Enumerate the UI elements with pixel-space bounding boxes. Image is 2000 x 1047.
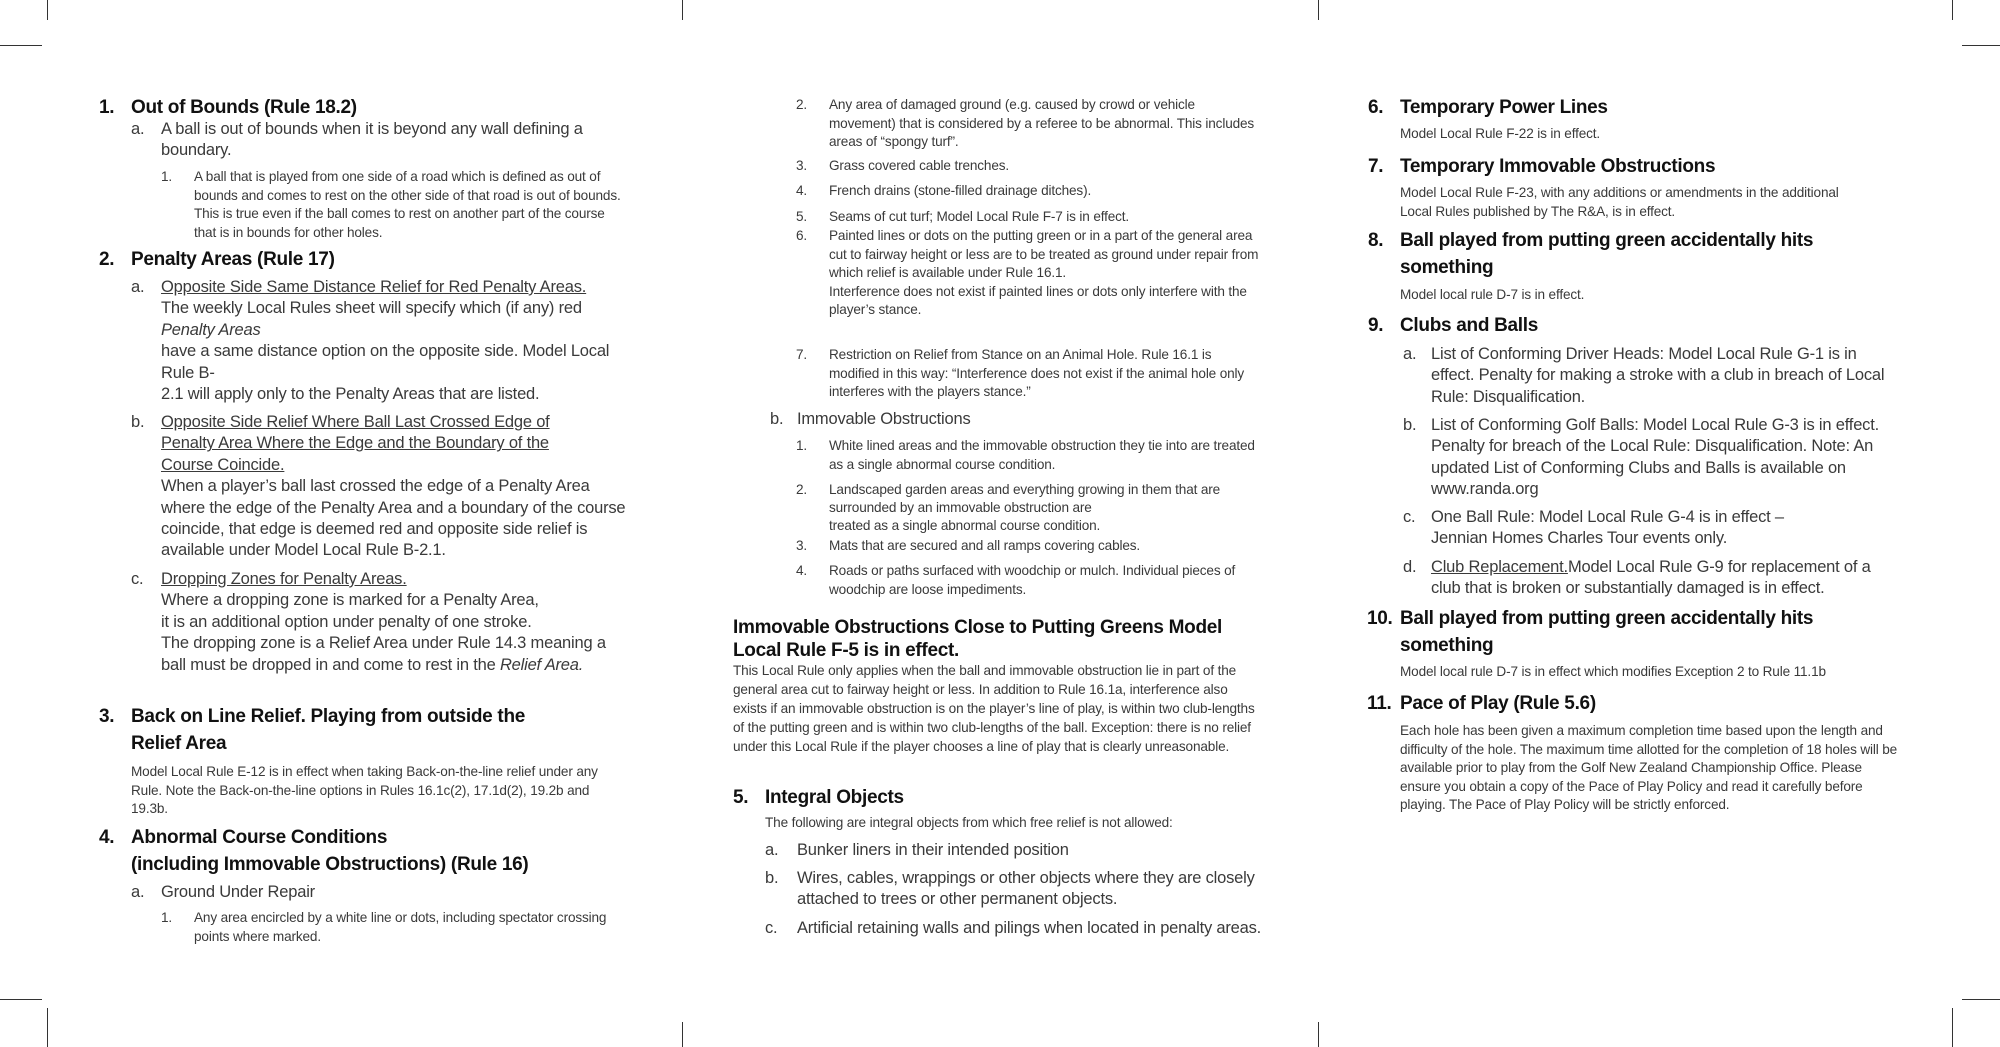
crop-mark bbox=[682, 0, 683, 20]
crop-mark bbox=[1318, 0, 1319, 20]
crop-mark bbox=[1962, 999, 2000, 1000]
section-1-heading: 1. Out of Bounds (Rule 18.2) bbox=[99, 97, 357, 118]
section-6-heading: 6. Temporary Power Lines bbox=[1368, 97, 1608, 118]
crop-mark bbox=[1318, 1022, 1319, 1047]
section-6-text: Model Local Rule F-22 is in effect. bbox=[1400, 126, 1601, 141]
section-9d-title: Club Replacement. bbox=[1431, 558, 1568, 576]
crop-mark bbox=[47, 1008, 48, 1047]
section-9d: d. Club Replacement.Model Local Rule G-9 for replacement of a club that is broken or substantially damaged is in effect. bbox=[1403, 558, 1871, 598]
section-2c-title: Dropping Zones for Penalty Areas. bbox=[161, 570, 407, 588]
crop-mark bbox=[1952, 0, 1953, 20]
section-4a-1: 1. Any area encircled by a white line or dots, including spectator crossing points where marked. bbox=[161, 910, 607, 944]
section-4a-3: 3. Grass covered cable trenches. bbox=[796, 158, 1010, 173]
section-4b-2: 2. Landscaped garden areas and everything growing in them that are surrounded by an immovable obstruction are treated as a single abnormal course condition. bbox=[796, 482, 1221, 533]
section-7-heading: 7. Temporary Immovable Obstructions bbox=[1368, 156, 1716, 177]
section-2b: b. Opposite Side Relief Where Ball Last Crossed Edge of Penalty Area Where the Edge and the Boundary of the Course Coincide. When a player’s ball last crossed the edge of a Penalty Area where the edge of the Penalty Area and a boundary of the course coincide, that edge is deemed red and opposite side relief is available under Model Local Rule B-2.1. bbox=[131, 413, 626, 560]
crop-mark bbox=[0, 45, 42, 46]
section-8-text: Model local rule D-7 is in effect. bbox=[1400, 287, 1585, 302]
section-9c: c. One Ball Rule: Model Local Rule G-4 is in effect – Jennian Homes Charles Tour events only. bbox=[1403, 508, 1784, 548]
crop-mark bbox=[682, 1022, 683, 1047]
section-11-text: Each hole has been given a maximum completion time based upon the length and difficulty of the hole. The maximum time allotted for the completion of 18 holes will be available prior to play from the Golf New Zealand Championship Office. Please ensure you obtain a copy of the Pace of Play Policy and read it carefully before playing. The Pace of Play Policy will be strictly enforced. bbox=[1400, 723, 1898, 813]
section-5a: a. Bunker liners in their intended position bbox=[765, 841, 1069, 859]
section-4b: b. Immovable Obstructions bbox=[770, 410, 971, 428]
section-5c: c. Artificial retaining walls and pilings when located in penalty areas. bbox=[765, 919, 1262, 937]
section-4b-4: 4. Roads or paths surfaced with woodchip or mulch. Individual pieces of woodchip are loose impediments. bbox=[796, 563, 1236, 597]
section-2c: c. Dropping Zones for Penalty Areas. Where a dropping zone is marked for a Penalty Area, it is an additional option under penalty of one stroke. The dropping zone is a Relief Area under Rule 14.3 meaning a ball must be dropped in and come to rest in the Relief Area. bbox=[161, 569, 633, 676]
f5-text: This Local Rule only applies when the ball and immovable obstruction lie in part of the general area cut to fairway height or less. In addition to Rule 16.1a, interference also exists if an immovable obstruction is on the player’s line of play, is within two club-lengths of the putting green and is within two club-lengths of the ball. Exception: there is no relief under this Local Rule if the player chooses a line of play that is clearly unreasonable. bbox=[733, 663, 1255, 754]
crop-mark bbox=[0, 999, 42, 1000]
section-5b: b. Wires, cables, wrappings or other objects where they are closely attached to trees or other permanent objects. bbox=[765, 869, 1255, 909]
section-9b: b. List of Conforming Golf Balls: Model Local Rule G-3 is in effect. Penalty for breach of the Local Rule: Disqualification. Note: An updated List of Conforming Clubs and Balls is available on www.randa.org bbox=[1403, 416, 1879, 499]
crop-mark bbox=[1962, 45, 2000, 46]
section-1a: a. A ball is out of bounds when it is beyond any wall defining a boundary. bbox=[131, 120, 583, 160]
section-4a-7: 7. Restriction on Relief from Stance on an Animal Hole. Rule 16.1 is modified in this way: “Interference does not exist if the animal hole only interferes with the players stance.” bbox=[796, 347, 1245, 400]
section-10-text: Model local rule D-7 is in effect which modifies Exception 2 to Rule 11.1b bbox=[1400, 664, 1826, 679]
section-5-intro: The following are integral objects from which free relief is not allowed: bbox=[765, 815, 1173, 830]
f5-heading: Immovable Obstructions Close to Putting Greens Model Local Rule F-5 is in effect. bbox=[733, 617, 1223, 661]
section-4a-2: 2. Any area of damaged ground (e.g. caused by crowd or vehicle movement) that is considered by a referee to be abnormal. This includes areas of “spongy turf”. bbox=[796, 97, 1255, 150]
section-8-heading: 8. Ball played from putting green accidentally hits something bbox=[1368, 230, 1814, 278]
section-4a-6: 6. Painted lines or dots on the putting green or in a part of the general area cut to fairway height or less are to be treated as ground under repair from which relief is available under Rule 16.1. Interference does not exist if painted lines or dots only interfere with the player’s stance. bbox=[796, 228, 1259, 318]
section-3-heading: 3. Back on Line Relief. Playing from outside the Relief Area bbox=[99, 706, 526, 754]
section-5-heading: 5. Integral Objects bbox=[733, 787, 904, 808]
section-4b-1: 1. White lined areas and the immovable obstruction they tie into are treated as a single abnormal course condition. bbox=[796, 438, 1255, 472]
section-4a-4: 4. French drains (stone-filled drainage ditches). bbox=[796, 183, 1092, 198]
section-11-heading: 11. Pace of Play (Rule 5.6) bbox=[1367, 693, 1596, 714]
section-9a: a. List of Conforming Driver Heads: Model Local Rule G-1 is in effect. Penalty for making a stroke with a club in breach of Local Rule: Disqualification. bbox=[1403, 345, 1885, 406]
section-4-heading: 4. Abnormal Course Conditions (including Immovable Obstructions) (Rule 16) bbox=[99, 827, 529, 875]
crop-mark bbox=[1952, 1008, 1953, 1047]
section-4a: a. Ground Under Repair bbox=[131, 883, 315, 901]
section-4a-5: 5. Seams of cut turf; Model Local Rule F-7 is in effect. bbox=[796, 209, 1130, 224]
section-2-heading: 2. Penalty Areas (Rule 17) bbox=[99, 249, 335, 270]
section-7-text: Model Local Rule F-23, with any additions or amendments in the additional Local Rules published by The R&A, is in effect. bbox=[1400, 185, 1839, 219]
crop-mark bbox=[47, 0, 48, 20]
section-4b-3: 3. Mats that are secured and all ramps covering cables. bbox=[796, 538, 1141, 553]
section-1a-1: 1. A ball that is played from one side of a road which is defined as out of bounds and comes to rest on the other side of that road is out of bounds. This is true even if the ball comes to rest on another part of the course that is in bounds for other holes. bbox=[161, 169, 621, 240]
section-2b-title: Opposite Side Relief Where Ball Last Crossed Edge of Penalty Area Where the Edge and the Boundary of the Course Coincide. bbox=[161, 413, 550, 474]
section-10-heading: 10. Ball played from putting green accidentally hits something bbox=[1367, 608, 1814, 656]
section-3-text: Model Local Rule E-12 is in effect when taking Back-on-the-line relief under any Rule. Note the Back-on-the-line options in Rules 16.1c(2), 17.1d(2), 19.2b and 19.3b. bbox=[131, 764, 598, 817]
section-9-heading: 9. Clubs and Balls bbox=[1368, 315, 1539, 336]
section-2a-title: Opposite Side Same Distance Relief for Red Penalty Areas. bbox=[161, 278, 587, 296]
section-2a: a. Opposite Side Same Distance Relief for Red Penalty Areas. The weekly Local Rules sheet will specify which (if any) red Penalty Areas have a same distance option on the opposite side. Model Local Rule B- 2.1 will apply only to the Penalty Areas that are listed. bbox=[161, 277, 631, 405]
